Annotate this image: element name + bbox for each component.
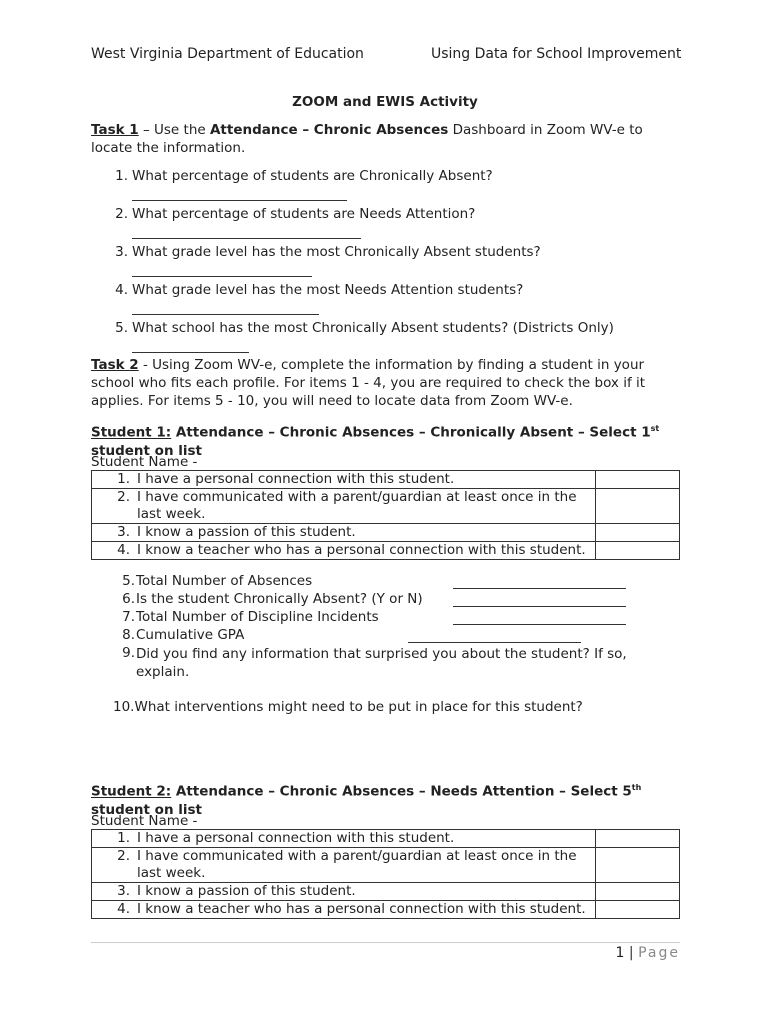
check-box[interactable]	[596, 524, 680, 542]
checklist-row	[92, 848, 680, 883]
student1-label: Student 1:	[91, 424, 172, 441]
task2-text: - Using Zoom WV-e, complete the information by finding a student in your school who fits each profile. For items 1 - 4, you are required to check the box if it applies. For items 5 - 10, you will need to locate data from Zoom WV-e.	[91, 357, 646, 409]
item-text: Cumulative GPA	[136, 627, 245, 643]
question-number: 2.	[115, 206, 128, 222]
student2-sup: th	[631, 783, 642, 792]
item-number: 8.	[122, 627, 135, 643]
task1-intro-b: Dashboard in Zoom WV-e to locate the information.	[91, 122, 643, 156]
question-text: What grade level has the most Needs Attention students?	[132, 282, 524, 298]
check-box[interactable]	[596, 830, 680, 848]
checklist-row	[92, 524, 680, 542]
check-text: I know a teacher who has a personal connection with this student.	[137, 901, 586, 917]
check-number: 3.	[117, 524, 130, 540]
answer-blank[interactable]	[453, 623, 626, 625]
item-number: 5.	[122, 573, 135, 589]
check-number: 2.	[117, 848, 130, 864]
checklist-row	[92, 471, 680, 489]
check-text: I know a teacher who has a personal connection with this student.	[137, 542, 586, 558]
check-text: I have communicated with a parent/guardian at least once in the last week.	[137, 848, 577, 881]
student1-checklist	[91, 470, 680, 560]
task1-question	[115, 319, 614, 353]
check-box[interactable]	[596, 848, 680, 883]
student1-heading-end: student on list	[91, 442, 203, 459]
item-text: Did you find any information that surprised you about the student? If so, explain.	[136, 646, 627, 680]
check-number: 4.	[117, 542, 130, 558]
student2-heading-text: Attendance – Chronic Absences – Needs Attention – Select 5	[171, 783, 632, 800]
answer-blank[interactable]	[132, 237, 361, 239]
check-number: 2.	[117, 489, 130, 505]
answer-blank[interactable]	[408, 641, 581, 643]
page-word: Page	[638, 945, 680, 961]
page-title: ZOOM and EWIS Activity	[292, 94, 478, 110]
task1-question	[115, 243, 614, 277]
check-box[interactable]	[596, 489, 680, 524]
checklist-row	[92, 489, 680, 524]
task1-question	[115, 167, 614, 201]
student1-heading-text: Attendance – Chronic Absences – Chronically Absent – Select 1	[171, 424, 651, 441]
student2-checklist	[91, 829, 680, 919]
student2-label: Student 2:	[91, 783, 172, 800]
check-text: I know a passion of this student.	[137, 883, 356, 899]
check-number: 1.	[117, 471, 130, 487]
answer-blank[interactable]	[132, 275, 312, 277]
check-box[interactable]	[596, 542, 680, 560]
answer-blank[interactable]	[132, 313, 319, 315]
answer-blank[interactable]	[453, 605, 626, 607]
task1-question	[115, 281, 614, 315]
page-number: 1	[615, 945, 625, 961]
footer-rule	[91, 942, 680, 943]
task1-intro-a: – Use the	[138, 122, 210, 138]
question-text: What school has the most Chronically Absent students? (Districts Only)	[132, 320, 614, 336]
item-text: Is the student Chronically Absent? (Y or N)	[136, 591, 423, 607]
item-text: Total Number of Absences	[136, 573, 313, 589]
check-text: I have a personal connection with this student.	[137, 830, 455, 846]
question-10: 10.What interventions might need to be put in place for this student?	[113, 699, 583, 715]
header-right: Using Data for School Improvement	[431, 46, 682, 62]
task2-label: Task 2	[91, 357, 139, 373]
item-number: 7.	[122, 609, 135, 625]
task1-question-list	[115, 167, 614, 357]
question-number: 1.	[115, 168, 128, 184]
task1-question	[115, 205, 614, 239]
checklist-row	[92, 542, 680, 560]
question-text: What percentage of students are Needs Attention?	[132, 206, 476, 222]
question-text: What grade level has the most Chronically Absent students?	[132, 244, 541, 260]
check-text: I have communicated with a parent/guardian at least once in the last week.	[137, 489, 577, 522]
checklist-row	[92, 830, 680, 848]
question-number: 3.	[115, 244, 128, 260]
checklist-row	[92, 883, 680, 901]
task2-intro	[91, 356, 681, 410]
task1-label: Task 1	[91, 122, 139, 138]
answer-blank[interactable]	[132, 351, 249, 353]
item-number: 6.	[122, 591, 135, 607]
student2-heading-end: student on list	[91, 801, 203, 818]
check-text: I have a personal connection with this student.	[137, 471, 455, 487]
check-box[interactable]	[596, 471, 680, 489]
task1-intro	[91, 121, 681, 157]
student1-name-label: Student Name -	[91, 454, 198, 470]
check-number: 3.	[117, 883, 130, 899]
header-left: West Virginia Department of Education	[91, 46, 364, 62]
checklist-row	[92, 901, 680, 919]
page-footer	[616, 945, 680, 961]
answer-blank[interactable]	[132, 199, 347, 201]
check-text: I know a passion of this student.	[137, 524, 356, 540]
question-number: 4.	[115, 282, 128, 298]
check-number: 4.	[117, 901, 130, 917]
student2-name-label: Student Name -	[91, 813, 198, 829]
question-number: 5.	[115, 320, 128, 336]
check-box[interactable]	[596, 883, 680, 901]
item-text: Total Number of Discipline Incidents	[136, 609, 379, 625]
task1-dashboard: Attendance – Chronic Absences	[209, 122, 449, 138]
student1-sup: st	[650, 424, 660, 433]
check-box[interactable]	[596, 901, 680, 919]
question-text: What percentage of students are Chronically Absent?	[132, 168, 493, 184]
page-separator: |	[628, 945, 634, 961]
answer-blank[interactable]	[453, 587, 626, 589]
item-number: 9.	[122, 645, 135, 661]
check-number: 1.	[117, 830, 130, 846]
